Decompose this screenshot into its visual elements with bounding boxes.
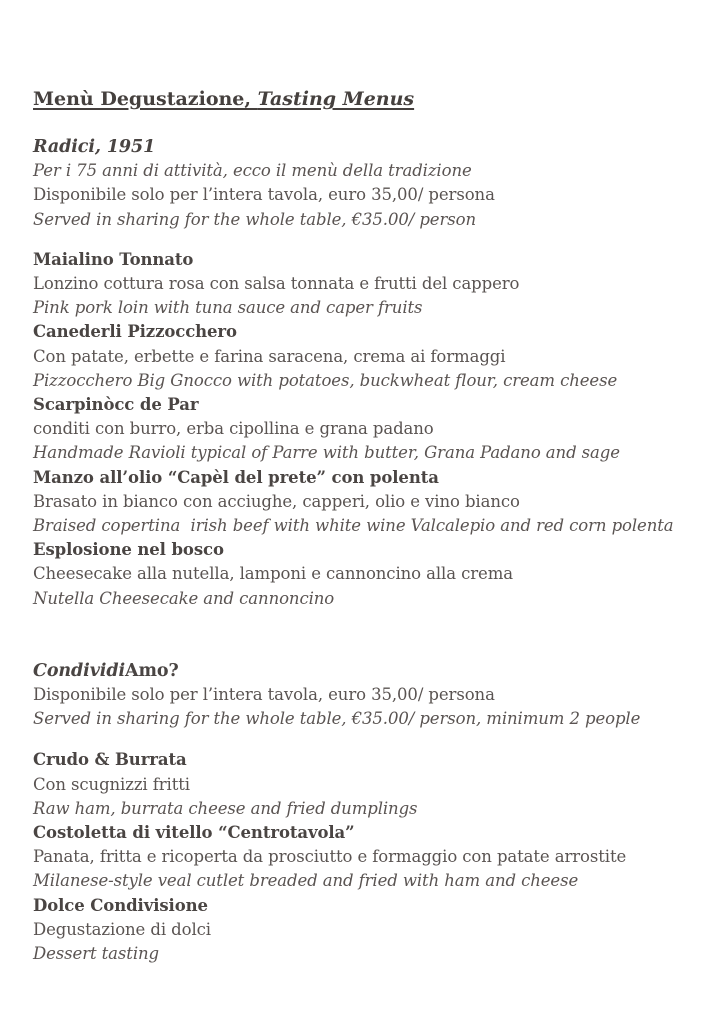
menu-item [33,320,698,393]
item-desc-en: Milanese-style veal cutlet breaded and fried with ham and cheese [33,871,579,891]
item-desc-it: Degustazione di dolci [33,919,211,939]
item-desc-it: Brasato in bianco con acciughe, capperi, olio e vino bianco [33,491,520,511]
item-name: Costoletta di vitello “Centrotavola” [33,823,355,843]
item-desc-it: Con scugnizzi fritti [33,774,190,794]
item-name: Dolce Condivisione [33,895,208,915]
page-title-regular: Menù Degustazione, [33,88,258,110]
item-name: Esplosione nel bosco [33,540,224,560]
menu-item [33,393,698,466]
item-name: Canederli Pizzocchero [33,322,237,342]
item-name: Crudo & Burrata [33,750,187,770]
item-desc-it: Cheesecake alla nutella, lamponi e cannoncino alla crema [33,564,513,584]
item-name: Maialino Tonnato [33,249,194,269]
section-condividiamo-items [33,748,698,966]
menu-item [33,821,698,894]
page-title [33,86,698,112]
section-condividiamo-availability-it: Disponibile solo per l’intera tavola, euro 35,00/ persona [33,685,495,705]
section-radici-heading: Radici, 1951 [33,137,156,157]
item-desc-en: Dessert tasting [33,944,159,964]
menu-item [33,466,698,539]
menu-item [33,748,698,821]
item-desc-it: Lonzino cottura rosa con salsa tonnata e frutti del cappero [33,274,520,294]
menu-item [33,538,698,611]
section-radici-availability-it: Disponibile solo per l’intera tavola, euro 35,00/ persona [33,185,495,205]
item-desc-it: Panata, fritta e ricoperta da prosciutto e formaggio con patate arrostite [33,847,627,867]
section-condividiamo-intro [33,659,698,732]
item-name: Scarpinòcc de Par [33,395,199,415]
item-desc-en: Braised copertina irish beef with white wine Valcalepio and red corn polenta [33,516,674,536]
item-desc-en: Handmade Ravioli typical of Parre with butter, Grana Padano and sage [33,443,620,463]
section-condividiamo-heading-regular: Amo? [125,660,179,681]
item-desc-it: Con patate, erbette e farina saracena, crema ai formaggi [33,346,506,366]
section-condividiamo-availability-en: Served in sharing for the whole table, €35.00/ person, minimum 2 people [33,709,641,729]
item-desc-en: Raw ham, burrata cheese and fried dumplings [33,798,418,818]
section-radici-tagline: Per i 75 anni di attività, ecco il menù della tradizione [33,161,472,181]
item-desc-en: Pizzocchero Big Gnocco with potatoes, buckwheat flour, cream cheese [33,370,618,390]
menu-item [33,248,698,321]
section-radici-availability-en: Served in sharing for the whole table, €35.00/ person [33,209,476,229]
page-title-italic: Tasting Menus [257,88,415,110]
item-desc-en: Nutella Cheesecake and cannoncino [33,588,335,608]
section-radici-items [33,248,698,611]
item-desc-en: Pink pork loin with tuna sauce and caper fruits [33,298,423,318]
section-condividiamo-heading [33,659,698,683]
section-radici-intro [33,135,698,232]
menu-item [33,894,698,967]
section-condividiamo-heading-italic: Condividi [33,660,126,681]
item-name: Manzo all’olio “Capèl del prete” con polenta [33,467,439,487]
item-desc-it: conditi con burro, erba cipollina e grana padano [33,419,434,439]
